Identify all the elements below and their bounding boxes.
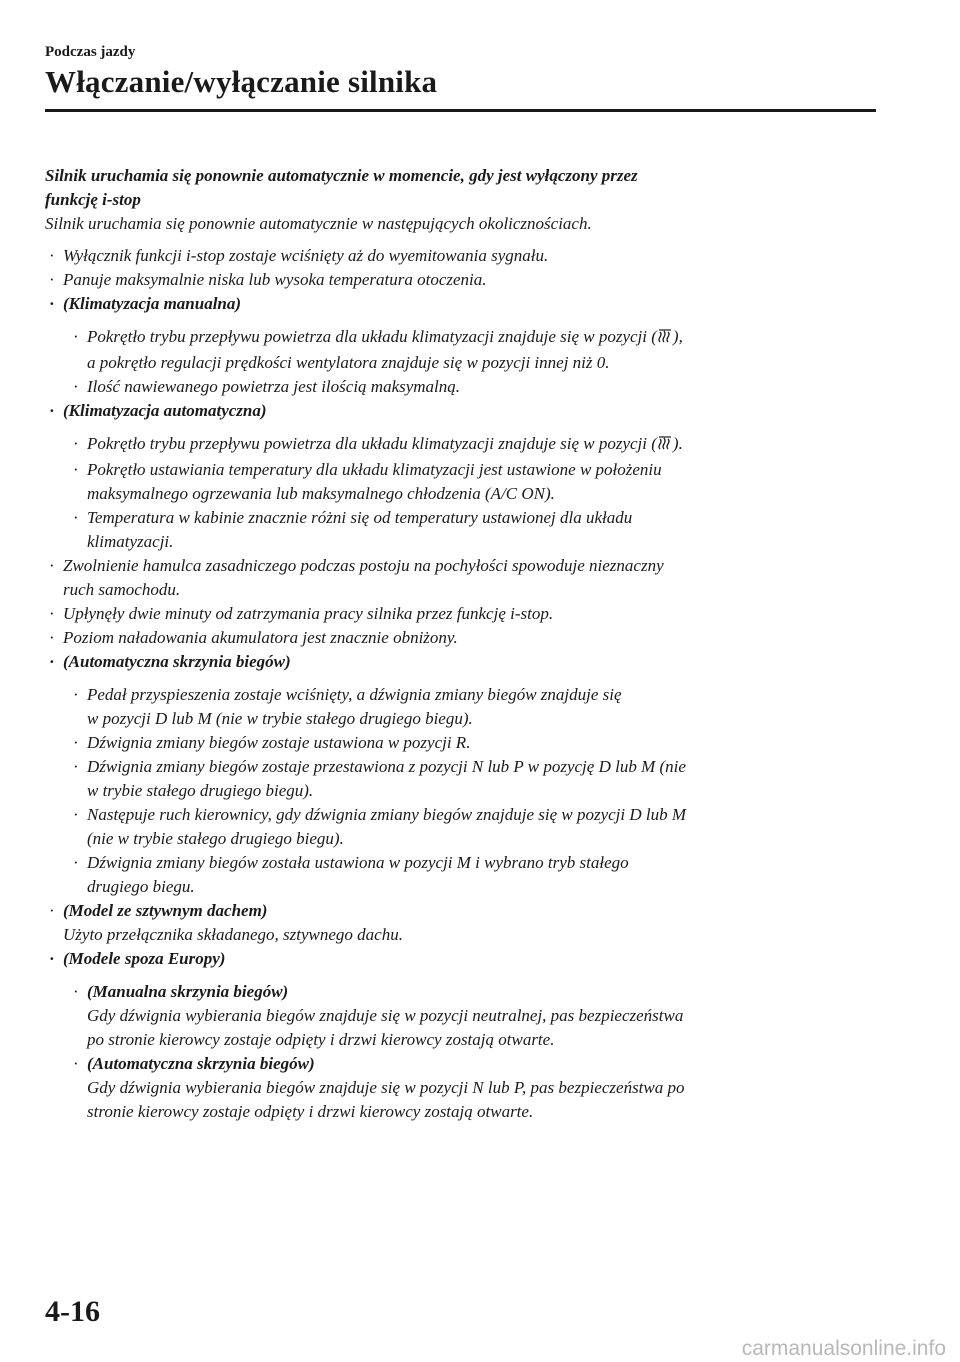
bullet: · xyxy=(73,805,79,824)
sub-list-item xyxy=(69,325,885,375)
item-text: w pozycji D lub M (nie w trybie stałego drugiego biegu). xyxy=(87,709,473,728)
sub-list-item xyxy=(69,755,885,803)
bullet: · xyxy=(49,949,55,968)
sub-list-item xyxy=(69,458,885,506)
item-text: Poziom naładowania akumulatora jest znacznie obniżony. xyxy=(63,628,458,647)
item-text: Dźwignia zmiany biegów została ustawiona w pozycji M i wybrano tryb stałego xyxy=(87,853,629,872)
list-item xyxy=(45,650,885,674)
item-text: a pokrętło regulacji prędkości wentylatora znajduje się w pozycji innej niż 0. xyxy=(87,353,610,372)
item-text: Temperatura w kabinie znacznie różni się od temperatury ustawionej dla układu xyxy=(87,508,633,527)
bullet: · xyxy=(73,460,79,479)
item-text: Pedał przyspieszenia zostaje wciśnięty, a dźwignia zmiany biegów znajduje się xyxy=(87,685,622,704)
item-text: po stronie kierowcy zostaje odpięty i drzwi kierowcy zostają otwarte. xyxy=(87,1030,555,1049)
item-text: (Automatyczna skrzynia biegów) xyxy=(87,1054,315,1073)
title-divider xyxy=(45,109,876,112)
item-text: (Model ze sztywnym dachem) xyxy=(63,901,268,920)
bullet: · xyxy=(73,733,79,752)
page-number: 4-16 xyxy=(45,1295,100,1328)
item-text: (Klimatyzacja manualna) xyxy=(63,294,242,313)
bullet: · xyxy=(73,1054,79,1073)
item-text: Użyto przełącznika składanego, sztywnego dachu. xyxy=(63,925,403,944)
sub-list-item xyxy=(69,980,885,1052)
list-item xyxy=(45,399,885,423)
item-text: Gdy dźwignia wybierania biegów znajduje się w pozycji neutralnej, pas bezpieczeństwa xyxy=(87,1006,684,1025)
sub-list-item xyxy=(69,731,885,755)
item-text: Dźwignia zmiany biegów zostaje przestawiona z pozycji N lub P w pozycję D lub M (nie xyxy=(87,757,686,776)
page-title: Włączanie/wyłączanie silnika xyxy=(45,64,438,99)
bullet: · xyxy=(73,757,79,776)
bullet: · xyxy=(49,901,55,920)
sub-list-item xyxy=(69,375,885,399)
bullet: · xyxy=(73,508,79,527)
item-text: Ilość nawiewanego powietrza jest ilością maksymalną. xyxy=(87,377,461,396)
list-item xyxy=(45,554,885,602)
bullet: · xyxy=(49,628,55,647)
sub-list-item xyxy=(69,803,885,851)
item-text: w trybie stałego drugiego biegu). xyxy=(87,781,314,800)
item-text: stronie kierowcy zostaje odpięty i drzwi kierowcy zostają otwarte. xyxy=(87,1102,534,1121)
bullet: · xyxy=(73,982,79,1001)
sub-list-item xyxy=(69,432,885,458)
item-text: (Automatyczna skrzynia biegów) xyxy=(63,652,291,671)
item-text: Pokrętło trybu przepływu powietrza dla układu klimatyzacji znajduje się w pozycji ( xyxy=(87,434,657,453)
list-item xyxy=(45,268,885,292)
item-text: Następuje ruch kierownicy, gdy dźwignia zmiany biegów znajduje się w pozycji D lub M xyxy=(87,805,687,824)
section-label: Podczas jazdy xyxy=(45,44,136,60)
item-text: Pokrętło trybu przepływu powietrza dla układu klimatyzacji znajduje się w pozycji ( xyxy=(87,327,657,346)
item-text: (Manualna skrzynia biegów) xyxy=(87,982,289,1001)
bullet: · xyxy=(49,652,55,671)
list-item xyxy=(45,244,885,268)
item-text: klimatyzacji. xyxy=(87,532,174,551)
item-text: (nie w trybie stałego drugiego biegu). xyxy=(87,829,344,848)
item-text: maksymalnego ogrzewania lub maksymalnego chłodzenia (A/C ON). xyxy=(87,484,555,503)
bullet: · xyxy=(49,604,55,623)
bullet: · xyxy=(73,327,79,346)
item-text: (Klimatyzacja automatyczna) xyxy=(63,401,267,420)
defroster-mode-icon xyxy=(658,327,672,351)
list-item xyxy=(45,947,885,971)
bullet: · xyxy=(73,377,79,396)
content xyxy=(45,164,885,1124)
intro-text: Silnik uruchamia się ponownie automatycznie w następujących okolicznościach. xyxy=(45,214,592,233)
bullet: · xyxy=(73,685,79,704)
item-text: ). xyxy=(672,434,683,453)
list-item xyxy=(45,626,885,650)
bullet: · xyxy=(49,556,55,575)
bullet: · xyxy=(73,853,79,872)
item-text: Pokrętło ustawiania temperatury dla układu klimatyzacji jest ustawione w położeniu xyxy=(87,460,662,479)
item-text: Gdy dźwignia wybierania biegów znajduje się w pozycji N lub P, pas bezpieczeństwa po xyxy=(87,1078,685,1097)
defroster-mode-icon xyxy=(658,434,672,458)
item-text: Panuje maksymalnie niska lub wysoka temperatura otoczenia. xyxy=(63,270,487,289)
sub-list-item xyxy=(69,506,885,554)
bullet: · xyxy=(73,434,79,453)
list-item xyxy=(45,292,885,316)
heading-line-2: funkcję i-stop xyxy=(45,190,141,209)
heading-line-1: Silnik uruchamia się ponownie automatycznie w momencie, gdy jest wyłączony przez xyxy=(45,166,638,185)
bullet: · xyxy=(49,294,55,313)
bullet: · xyxy=(49,401,55,420)
watermark: carmanualsonline.info xyxy=(741,1337,946,1360)
list-item xyxy=(45,602,885,626)
sub-list-item xyxy=(69,683,885,731)
item-text: drugiego biegu. xyxy=(87,877,195,896)
item-text: ruch samochodu. xyxy=(63,580,181,599)
item-text: Zwolnienie hamulca zasadniczego podczas postoju na pochyłości spowoduje nieznaczny xyxy=(63,556,664,575)
item-text: ), xyxy=(672,327,683,346)
sub-list-item xyxy=(69,1052,885,1124)
item-text: Dźwignia zmiany biegów zostaje ustawiona w pozycji R. xyxy=(87,733,471,752)
item-text: Wyłącznik funkcji i-stop zostaje wciśnięty aż do wyemitowania sygnału. xyxy=(63,246,549,265)
list-item xyxy=(45,899,885,947)
item-text: Upłynęły dwie minuty od zatrzymania pracy silnika przez funkcję i-stop. xyxy=(63,604,554,623)
heading xyxy=(45,164,885,212)
sub-list-item xyxy=(69,851,885,899)
item-text: (Modele spoza Europy) xyxy=(63,949,226,968)
bullet: · xyxy=(49,246,55,265)
bullet: · xyxy=(49,270,55,289)
